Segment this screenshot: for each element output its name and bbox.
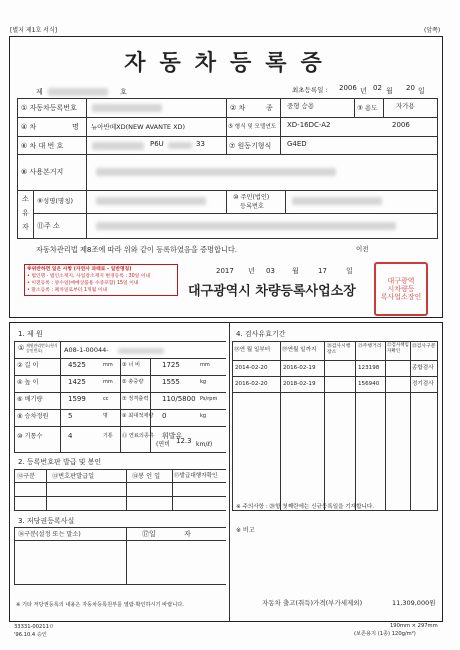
engine-type: G4ED (287, 140, 307, 148)
side-label: (앞쪽) (424, 27, 441, 34)
first-reg-label: 최초등록일 : (292, 86, 328, 94)
type-approval-no: A08-1-00044- (64, 346, 109, 354)
spec-label: ⑦ 정격출력 (122, 396, 149, 402)
spec-label: ⑨ 최대적재량 (122, 413, 154, 419)
inspection-cell-to: 2018-02-19 (283, 381, 316, 387)
spec-unit: mm (200, 362, 210, 368)
redacted-owner-id (292, 197, 382, 205)
inspection-cell-from: 2016-02-20 (235, 381, 268, 387)
registration-certificate: [별지 제1호 서식] (앞쪽) 자동차등록증 제 호 최초등록일 : 2006 년 02 월 20 일 ① 자동차등록번호 ② 차 종 중형 승용 ③ 용도 자가용 ④ 차 명 뉴아반떼XD(NEW AVANTE XD) ⑤ 형식 및 모델연도 XD-16DC-A2 2006 ⑥ 차 대 번 호 P6U 33 ⑦ 원동기형식 G4ED ⑧ 사용본거지 소 유 자 ⑨성명(명칭) ⑩ 주민(법인) 등록번호 ⑪주 소 자동차관리법 제8조에 따라 위와 같이 등록하였음을 증명합니다. 이전 ※위반하면 일은 사항 (자연사 과태료 - 일반명칭) • 법인명 · 법인소재지, 사업장소재지 변경등록 : 30일 이내 • 이전등록 : 양수일(매매상품용 수증포함) 15일 이내 • 말소등록 : 폐차일로부터 1개월 이내 2017 년 03 월 17 일 대구광역시 차량등록사업소장 대구광역 시차량등 록사업소 장인 1. 제 원 ① 제원관리번호(형식승인번호) A08-1-00044- ② 길 이 4525 mm ③ 너 비 1725 mm ④ 높 이 1425 mm ⑤ 총중량 1555 kg ⑥ 배기량 1599 cc ⑦ 정격출력 110/5800 Ps/rpm ⑧ 승차정원 5 명 ⑨ 최대적재량 0 kg ⑩ 기통수 4 기통 ⑪ 연료의종류 휘발유 (연비 12.3 km/ℓ) 2. 등록번호판 발급 및 봉인 ⑫구분 ⑬번호판발급일 ⑭봉 인 일 ⑮발급대행자확인 3. 저당권등록사실 ⑯구분(설정 또는 말소) ⑰일 자 ※ 기타 저당권등록의 내용은 자동차등록원부를 열람·확인하시기 바랍니다. 33331-00211ㅁ '96.10.4 승인 4. 검사유효기간 ⑱연 월 일부터 ⑲연월 일까지 ⑳검사시행장소 ㉑주행거리 ㉒검사책임자확인 ㉓검사구분 2014-02-20 2016-02-19 123198 종합검사 2016-02-20 2018-02-19 156940 정기검사 ※ 주의사항 : ⑳항 첫째란에는 신규등록일을 기재합니다. ※ 비고 자동차 출고(취득)가격(부가세제외) 11,309,000원 190mm × 297mm (보존용지 (1종) 120g/m²) (0, 0, 460, 650)
lien-note: ※ 기타 저당권등록의 내용은 자동차등록원부를 열람·확인하시기 바랍니다. (16, 602, 184, 608)
inspection-cell-to: 2016-02-19 (283, 365, 316, 371)
lien-heading: 3. 저당권등록사실 (18, 517, 75, 525)
redacted-base-address (96, 168, 336, 176)
plate-heading: 2. 등록번호판 발급 및 봉인 (18, 458, 102, 466)
spec-unit: 기통 (103, 433, 113, 439)
spec-value: 1555 (162, 378, 180, 386)
spec-value: 휘발유 (162, 432, 183, 440)
spec-label: ⑪ 연료의종류 (122, 433, 154, 439)
spec-label: ⑩ 기통수 (17, 433, 43, 440)
spec-value: 110/5800 (162, 395, 196, 403)
spec-unit: cc (103, 396, 109, 402)
form-id: [별지 제1호 서식] (10, 27, 58, 34)
inspection-cell-mileage: 156940 (358, 381, 380, 387)
redacted-reg-no (48, 88, 108, 96)
spec-value: 4525 (68, 361, 86, 369)
fuel-efficiency: 12.3 (176, 437, 192, 445)
price-label: 자동차 출고(취득)가격(부가세제외) (262, 599, 363, 607)
spec-unit: mm (103, 362, 113, 368)
spec-unit: Ps/rpm (200, 396, 218, 402)
spec-label: ⑥ 배기량 (17, 396, 43, 403)
issuing-authority: 대구광역시 차량등록사업소장 (188, 284, 356, 299)
inspection-heading: 4. 검사유효기간 (236, 330, 286, 338)
reg-no-suffix: 호 (120, 88, 127, 96)
spec-unit: kg (200, 413, 207, 419)
inspection-remark: ※ 비고 (236, 527, 255, 534)
vehicle-class: 중형 승용 (287, 102, 315, 110)
issue-year: 2017 (216, 267, 234, 275)
model-name: 뉴아반떼XD(NEW AVANTE XD) (91, 123, 186, 131)
spec-unit: mm (103, 379, 113, 385)
inspection-cell-kind: 정기검사 (412, 381, 434, 387)
spec-label: ④ 높 이 (17, 379, 39, 386)
reg-number-label: ① 자동차등록번호 (21, 104, 77, 112)
inspection-cell-mileage: 123198 (358, 365, 380, 371)
spec-value: 1599 (68, 395, 86, 403)
spec-value: 1425 (68, 378, 86, 386)
spec-value: 0 (162, 412, 167, 420)
redacted-owner-address (96, 222, 396, 230)
spec-unit: 명 (103, 413, 108, 419)
first-reg-year: 2006 (339, 84, 357, 92)
issue-day: 17 (318, 267, 327, 275)
vehicle-use: 자가용 (396, 102, 415, 110)
spec-label: ② 길 이 (17, 362, 39, 369)
penalty-notice: ※위반하면 일은 사항 (자연사 과태료 - 일반명칭) • 법인명 · 법인소재지, 사업장소재지 변경등록 : 30일 이내 • 이전등록 : 양수일(매매상품용 수증포함) 15일 이내 • 말소등록 : 폐차일로부터 1개월 이내 (24, 264, 178, 296)
inspection-cell-kind: 종합검사 (412, 365, 434, 371)
redacted-plate (92, 104, 162, 112)
official-seal: 대구광역 시차량등 록사업소 장인 (374, 262, 428, 316)
certify-text: 자동차관리법 제8조에 따라 위와 같이 등록하였음을 증명합니다. (36, 245, 238, 254)
issue-month: 03 (266, 267, 275, 275)
inspection-cell-from: 2014-02-20 (235, 365, 268, 371)
model-type: XD-16DC-A2 (287, 121, 331, 129)
page-title: 자동차등록증 (124, 50, 336, 76)
first-reg-month: 02 (373, 84, 382, 92)
redacted-vin (92, 142, 144, 150)
spec-heading: 1. 제 원 (18, 330, 43, 338)
redacted-owner-name (96, 197, 206, 205)
spec-label: ⑤ 총중량 (122, 379, 144, 385)
first-reg-day: 20 (406, 84, 415, 92)
spec-label: ⑧ 승차정원 (17, 413, 49, 420)
spec-value: 1725 (162, 361, 180, 369)
spec-label: ③ 너 비 (122, 362, 140, 368)
spec-value: 4 (68, 432, 73, 440)
price-value: 11,309,000원 (392, 599, 436, 607)
spec-value: 5 (68, 412, 73, 420)
inspection-note: ※ 주의사항 : ⑳항 첫째란에는 신규등록일을 기재합니다. (236, 504, 375, 510)
model-year: 2006 (392, 121, 410, 129)
spec-unit: kg (200, 379, 207, 385)
reg-no-label: 제 (36, 88, 43, 96)
